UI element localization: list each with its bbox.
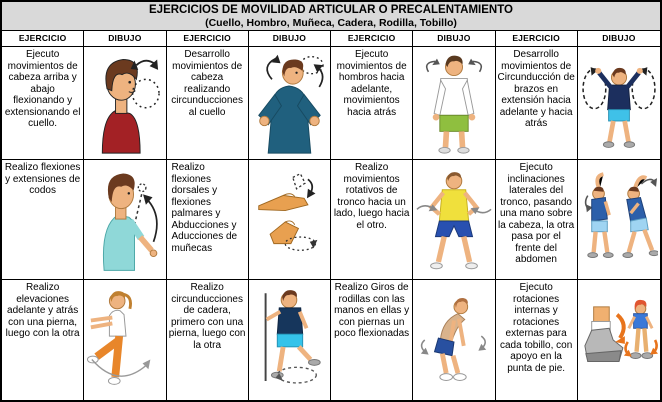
- exercise-text: Ejecuto rotaciones internas y rotaciones externas para cada tobillo, con apoyo en la punta de pie.: [499, 282, 573, 374]
- drawing-cell: [578, 47, 660, 160]
- head-flexion-extension-figure: [87, 51, 163, 155]
- exercise-cell: [2, 47, 84, 160]
- exercise-text: Realizo flexiones y extensiones de codos: [4, 162, 81, 196]
- elbow-flexion-extension-figure: [87, 165, 163, 275]
- column-header-dibujo-1: DIBUJO: [84, 31, 166, 47]
- trunk-rotation-figure: [415, 165, 493, 275]
- exercise-text: Realizo flexiones dorsales y flexiones palmares y Abducciones y Aducciones de muñecas: [171, 162, 238, 254]
- exercise-cell: [2, 280, 84, 400]
- exercise-cell: [496, 160, 578, 280]
- exercise-cell: [167, 160, 249, 280]
- table-row: [2, 280, 660, 400]
- hip-circumduction-figure: [250, 284, 328, 396]
- column-header-ejercicio-3: EJERCICIO: [331, 31, 413, 47]
- exercise-cell: [167, 280, 249, 400]
- exercise-cell: [496, 47, 578, 160]
- column-header-dibujo-2: DIBUJO: [249, 31, 331, 47]
- drawing-cell: [84, 160, 166, 280]
- exercise-text: Ejecuto movimientos de hombros hacia adelante, movimientos hacia atrás: [336, 49, 407, 118]
- ankle-rotation-figure: [580, 284, 658, 396]
- drawing-cell: [578, 280, 660, 400]
- shoulder-forward-backward-figure: [416, 51, 492, 155]
- column-header-dibujo-4: DIBUJO: [578, 31, 660, 47]
- drawing-cell: [413, 47, 495, 160]
- drawing-cell: [249, 280, 331, 400]
- knee-rotation-figure: [415, 284, 493, 396]
- title-block: [2, 2, 660, 31]
- exercise-cell: [167, 47, 249, 160]
- leg-swing-figure: [86, 284, 164, 396]
- trunk-lateral-bend-figure: [580, 165, 658, 275]
- exercise-text: Realizo movimientos rotativos de tronco hacia un lado, luego hacia el otro.: [333, 162, 410, 231]
- exercise-cell: [331, 160, 413, 280]
- page-title: EJERCICIOS DE MOVILIDAD ARTICULAR O PRECALENTAMIENTO: [149, 4, 513, 16]
- exercise-text: Ejecuto movimientos de cabeza arriba y abajo flexionando y extensionando el cuello.: [4, 49, 81, 129]
- drawing-cell: [413, 280, 495, 400]
- drawing-cell: [578, 160, 660, 280]
- drawing-cell: [249, 160, 331, 280]
- drawing-cell: [84, 280, 166, 400]
- wrist-flexion-abduction-figure: [251, 168, 327, 272]
- exercise-text: Desarrollo movimientos de cabeza realizando circunducciones al cuello: [171, 49, 243, 118]
- column-header-dibujo-3: DIBUJO: [413, 31, 495, 47]
- drawing-cell: [413, 160, 495, 280]
- column-header-ejercicio-2: EJERCICIO: [167, 31, 249, 47]
- page-subtitle: (Cuello, Hombro, Muñeca, Cadera, Rodilla, Tobillo): [205, 17, 457, 29]
- table-header-row: [2, 31, 660, 47]
- exercise-text: Ejecuto inclinaciones laterales del tronco, pasando una mano sobre la cabeza, la otra pasa por el frente del abdomen: [498, 162, 575, 265]
- arm-circumduction-figure: [581, 51, 657, 155]
- table-row: [2, 47, 660, 160]
- exercise-cell: [496, 280, 578, 400]
- exercise-cell: [2, 160, 84, 280]
- table-row: [2, 160, 660, 280]
- neck-circumduction-figure: [251, 51, 327, 155]
- column-header-ejercicio-1: EJERCICIO: [2, 31, 84, 47]
- column-header-ejercicio-4: EJERCICIO: [496, 31, 578, 47]
- exercise-cell: [331, 280, 413, 400]
- exercise-text: Realizo elevaciones adelante y atrás con una pierna, luego con la otra: [5, 282, 80, 339]
- exercise-text: Realizo Giros de rodillas con las manos en ellas y con piernas un poco flexionadas: [334, 282, 410, 339]
- exercise-text: Realizo circunducciones de cadera, primero con una pierna, luego con la otra: [168, 282, 246, 351]
- drawing-cell: [249, 47, 331, 160]
- exercise-text: Desarrollo movimientos de Circunducción de brazos en extensión hacia adelante y hacia atrás: [497, 49, 575, 129]
- exercise-cell: [331, 47, 413, 160]
- drawing-cell: [84, 47, 166, 160]
